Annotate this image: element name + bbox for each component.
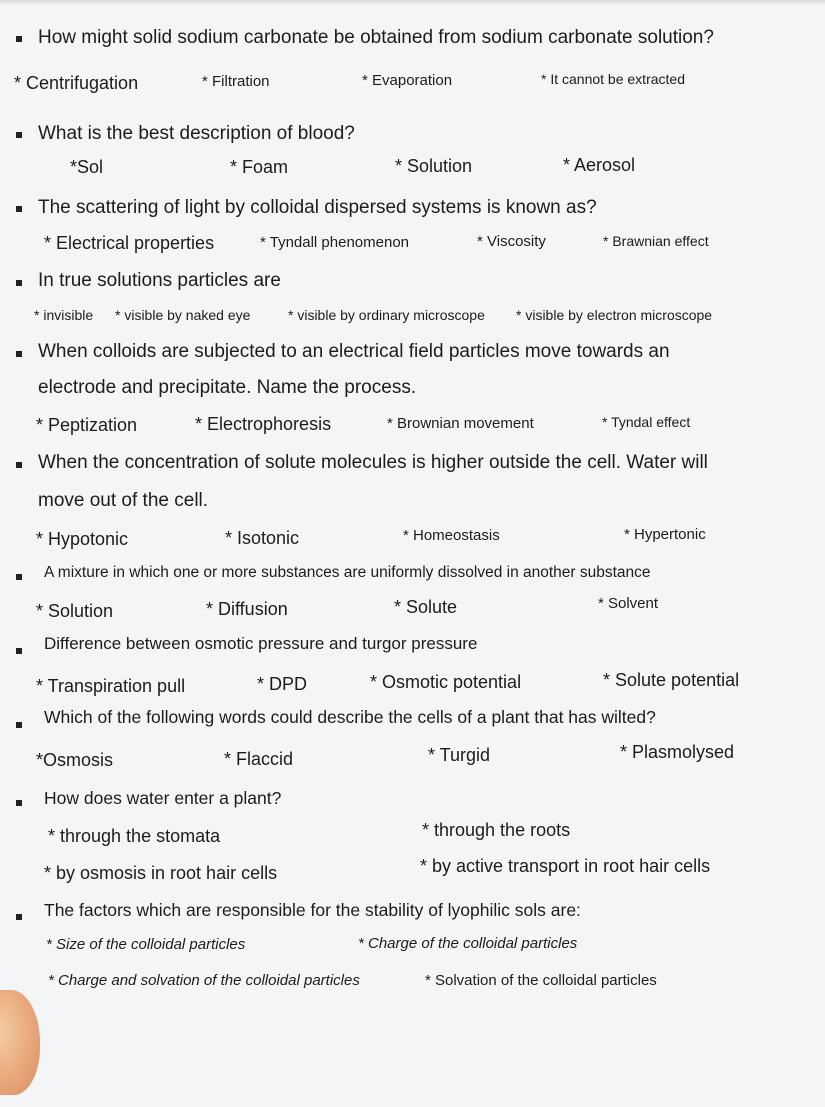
bullet-icon: [16, 351, 22, 357]
q5-option-3: * Brownian movement: [387, 415, 534, 432]
bullet-icon: [16, 574, 22, 580]
q10-option-1: * through the stomata: [48, 826, 221, 846]
question-8: Difference between osmotic pressure and turgor pressure: [44, 634, 478, 653]
q1-option-1: * Centrifugation: [14, 73, 139, 93]
q10-option-3: * by osmosis in root hair cells: [44, 863, 278, 883]
q11-option-1: * Size of the colloidal particles: [46, 936, 246, 953]
q8-option-4: * Solute potential: [603, 670, 740, 690]
q11-option-4: * Solvation of the colloidal particles: [425, 972, 657, 989]
question-6: When the concentration of solute molecules is higher outside the cell. Water will: [38, 452, 708, 473]
q9-option-4: * Plasmolysed: [620, 742, 735, 762]
question-6-line-2: move out of the cell.: [38, 490, 209, 511]
question-2: What is the best description of blood?: [38, 123, 355, 144]
q7-option-4: * Solvent: [598, 595, 659, 612]
q6-option-4: * Hypertonic: [624, 526, 706, 543]
bullet-icon: [16, 280, 22, 286]
q10-option-2: * through the roots: [422, 820, 571, 840]
q5-option-2: * Electrophoresis: [195, 414, 332, 434]
bullet-icon: [16, 462, 22, 468]
q3-option-4: * Brawnian effect: [603, 233, 709, 249]
q3-option-1: * Electrical properties: [44, 233, 215, 253]
q3-option-2: * Tyndall phenomenon: [260, 234, 410, 251]
q8-option-1: * Transpiration pull: [36, 676, 186, 696]
q2-option-2: * Foam: [230, 157, 289, 177]
q2-option-3: * Solution: [395, 156, 473, 176]
q4-option-2: * visible by naked eye: [115, 307, 251, 323]
q9-option-2: * Flaccid: [224, 749, 294, 769]
q6-option-2: * Isotonic: [225, 528, 300, 548]
bullet-icon: [16, 132, 22, 138]
bullet-icon: [16, 36, 22, 42]
question-11: The factors which are responsible for the stability of lyophilic sols are:: [44, 900, 581, 920]
q8-option-2: * DPD: [257, 674, 308, 694]
q1-option-4: * It cannot be extracted: [541, 71, 685, 87]
q2-option-1: *Sol: [70, 157, 104, 177]
q1-option-3: * Evaporation: [362, 72, 453, 89]
q7-option-2: * Diffusion: [206, 599, 288, 619]
q10-option-4: * by active transport in root hair cells: [420, 856, 711, 876]
q11-option-3: * Charge and solvation of the colloidal particles: [48, 972, 360, 989]
q6-option-3: * Homeostasis: [403, 527, 500, 544]
q8-option-3: * Osmotic potential: [370, 672, 522, 692]
q7-option-3: * Solute: [394, 597, 458, 617]
question-9: Which of the following words could describe the cells of a plant that has wilted?: [44, 707, 656, 727]
q5-option-1: * Peptization: [36, 415, 138, 435]
bullet-icon: [16, 648, 22, 654]
q6-option-1: * Hypotonic: [36, 529, 129, 549]
q4-option-4: * visible by electron microscope: [516, 307, 713, 323]
q2-option-4: * Aerosol: [563, 155, 636, 175]
q4-option-1: * invisible: [34, 307, 94, 323]
question-5-line-2: electrode and precipitate. Name the process.: [38, 377, 417, 398]
question-10: How does water enter a plant?: [44, 788, 282, 808]
bullet-icon: [16, 914, 22, 920]
q5-option-4: * Tyndal effect: [602, 414, 691, 430]
q11-option-2: * Charge of the colloidal particles: [358, 935, 578, 952]
bullet-icon: [16, 722, 22, 728]
question-4: In true solutions particles are: [38, 270, 281, 291]
bullet-icon: [16, 800, 22, 806]
q4-option-3: * visible by ordinary microscope: [288, 307, 485, 323]
q7-option-1: * Solution: [36, 601, 114, 621]
question-7: A mixture in which one or more substances are uniformly dissolved in another substance: [44, 564, 651, 581]
question-5: When colloids are subjected to an electrical field particles move towards an: [38, 341, 670, 362]
question-3: The scattering of light by colloidal dispersed systems is known as?: [38, 197, 597, 218]
q3-option-3: * Viscosity: [477, 233, 546, 250]
top-edge-shadow: [0, 0, 825, 6]
thumb-photo-artifact: [0, 990, 40, 1095]
bullet-icon: [16, 206, 22, 212]
q9-option-3: * Turgid: [428, 745, 491, 765]
question-1: How might solid sodium carbonate be obtained from sodium carbonate solution?: [38, 27, 714, 48]
q1-option-2: * Filtration: [202, 73, 270, 90]
q9-option-1: *Osmosis: [36, 750, 114, 770]
